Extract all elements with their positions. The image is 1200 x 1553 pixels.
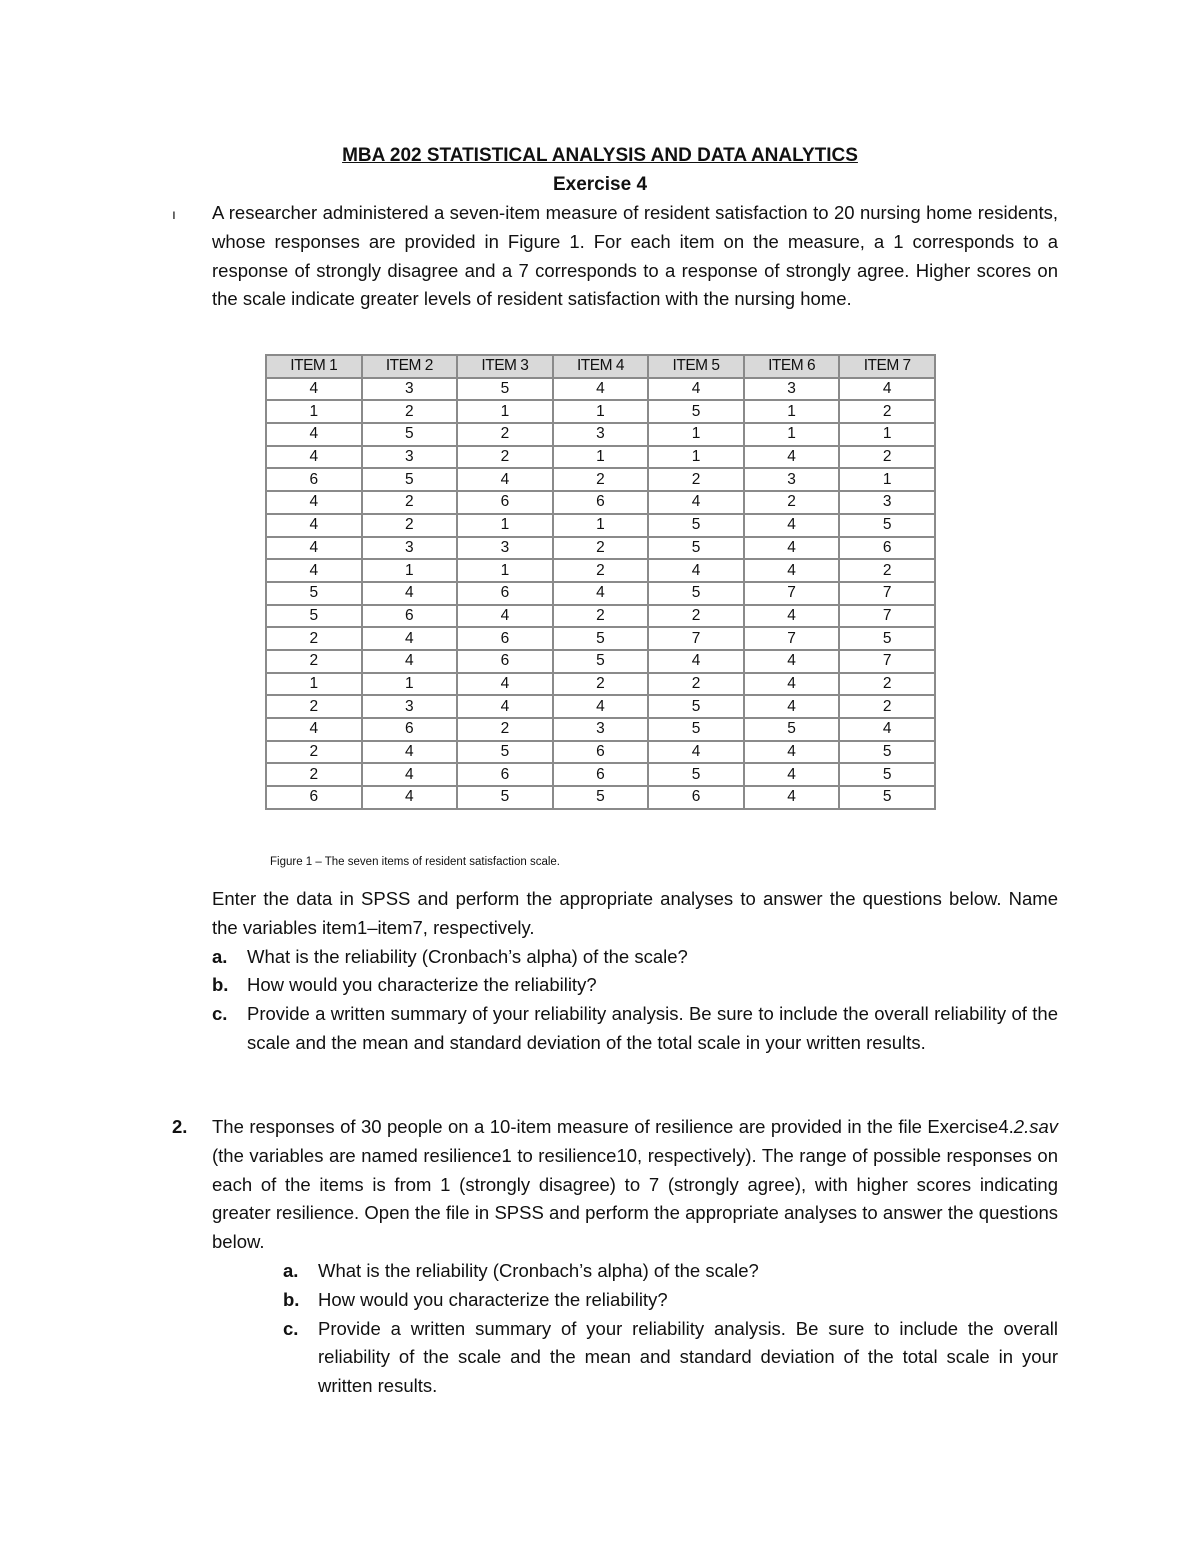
column-header: ITEM 3 xyxy=(457,355,553,378)
table-row xyxy=(266,718,935,741)
table-cell: 4 xyxy=(362,786,458,809)
table-row xyxy=(266,650,935,673)
table-cell: 4 xyxy=(839,378,935,401)
table-cell: 6 xyxy=(457,650,553,673)
subquestion-c xyxy=(283,1315,1058,1401)
table-cell: 2 xyxy=(553,537,649,560)
table-cell: 3 xyxy=(744,468,840,491)
table-cell: 2 xyxy=(266,650,362,673)
table-cell: 4 xyxy=(744,650,840,673)
table-row xyxy=(266,423,935,446)
table-cell: 5 xyxy=(553,786,649,809)
column-header: ITEM 4 xyxy=(553,355,649,378)
table-cell: 4 xyxy=(553,582,649,605)
table-cell: 2 xyxy=(553,673,649,696)
subquestion-text: What is the reliability (Cronbach’s alpha) of the scale? xyxy=(247,945,688,967)
column-header: ITEM 7 xyxy=(839,355,935,378)
table-cell: 4 xyxy=(744,537,840,560)
column-header: ITEM 5 xyxy=(648,355,744,378)
table-cell: 4 xyxy=(457,673,553,696)
table-cell: 5 xyxy=(648,400,744,423)
resident-satisfaction-table xyxy=(265,354,936,810)
table-cell: 2 xyxy=(457,446,553,469)
table-cell: 4 xyxy=(457,468,553,491)
table-cell: 6 xyxy=(648,786,744,809)
table-row xyxy=(266,673,935,696)
subquestion-b xyxy=(283,1286,1058,1315)
subquestion-label: b. xyxy=(283,1288,300,1310)
question-2-text-start: The responses of 30 people on a 10-item measure of resilience are provided in the file Exercise4. xyxy=(212,1116,1014,1137)
table-cell: 4 xyxy=(648,491,744,514)
table-cell: 1 xyxy=(553,400,649,423)
table-body xyxy=(266,378,935,809)
table-cell: 7 xyxy=(744,582,840,605)
table-cell: 6 xyxy=(553,491,649,514)
table-cell: 6 xyxy=(457,491,553,514)
table-cell: 4 xyxy=(457,695,553,718)
table-cell: 5 xyxy=(648,718,744,741)
table-cell: 4 xyxy=(362,763,458,786)
table-cell: 1 xyxy=(266,673,362,696)
table-cell: 5 xyxy=(648,514,744,537)
table-row xyxy=(266,582,935,605)
table-cell: 1 xyxy=(457,514,553,537)
table-cell: 1 xyxy=(839,423,935,446)
subquestion-label: c. xyxy=(283,1317,299,1339)
table-cell: 1 xyxy=(266,400,362,423)
table-cell: 6 xyxy=(457,582,553,605)
table-cell: 1 xyxy=(648,446,744,469)
table-cell: 3 xyxy=(553,423,649,446)
table-row xyxy=(266,378,935,401)
table-row xyxy=(266,514,935,537)
table-cell: 7 xyxy=(839,650,935,673)
table-cell: 4 xyxy=(648,559,744,582)
table-cell: 4 xyxy=(744,695,840,718)
table-cell: 2 xyxy=(553,468,649,491)
table-cell: 3 xyxy=(553,718,649,741)
subquestion-text: Provide a written summary of your reliability analysis. Be sure to include the overall reliability of the scale and the mean and standard deviation of the total scale in your written results. xyxy=(247,1003,1058,1053)
table-cell: 4 xyxy=(266,491,362,514)
table-cell: 7 xyxy=(648,627,744,650)
exercise-subtitle: Exercise 4 xyxy=(552,174,648,195)
table-cell: 4 xyxy=(744,741,840,764)
table-cell: 1 xyxy=(362,559,458,582)
table-cell: 5 xyxy=(362,468,458,491)
table-cell: 5 xyxy=(839,627,935,650)
column-header: ITEM 2 xyxy=(362,355,458,378)
question-2-text-end: (the variables are named resilience1 to resilience10, respectively). The range of possible responses on each of the items is from 1 (strongly disagree) to 7 (strongly agree), with higher scores indicating greater resilience. Open the file in SPSS and perform the appropriate analyses to answer the questions below. xyxy=(212,1144,1058,1253)
subquestion-c xyxy=(212,1000,1058,1058)
subquestion-b xyxy=(212,971,1058,1000)
table-cell: 3 xyxy=(362,695,458,718)
table-cell: 4 xyxy=(744,763,840,786)
table-cell: 1 xyxy=(457,400,553,423)
table-cell: 4 xyxy=(553,695,649,718)
table-row xyxy=(266,446,935,469)
subquestion-text: How would you characterize the reliability? xyxy=(247,974,597,996)
table-cell: 6 xyxy=(553,741,649,764)
table-cell: 4 xyxy=(553,378,649,401)
table-cell: 2 xyxy=(839,695,935,718)
table-row xyxy=(266,400,935,423)
table-cell: 7 xyxy=(839,605,935,628)
table-cell: 3 xyxy=(457,537,553,560)
table-cell: 1 xyxy=(839,468,935,491)
table-cell: 3 xyxy=(362,378,458,401)
table-cell: 5 xyxy=(648,582,744,605)
column-header: ITEM 6 xyxy=(744,355,840,378)
table-cell: 5 xyxy=(648,537,744,560)
table-cell: 4 xyxy=(362,741,458,764)
table-row xyxy=(266,786,935,809)
table-cell: 2 xyxy=(457,718,553,741)
question-2-file-ext: 2.sav xyxy=(1013,1116,1058,1137)
table-cell: 2 xyxy=(744,491,840,514)
table-cell: 2 xyxy=(648,673,744,696)
table-cell: 5 xyxy=(362,423,458,446)
table-cell: 2 xyxy=(839,673,935,696)
subquestion-a xyxy=(212,943,1058,972)
table-cell: 4 xyxy=(266,537,362,560)
table-cell: 1 xyxy=(648,423,744,446)
document-title: MBA 202 STATISTICAL ANALYSIS AND DATA ANALYTICS xyxy=(342,145,858,166)
table-cell: 5 xyxy=(648,695,744,718)
question-1-tasks xyxy=(212,885,1058,1058)
table-cell: 3 xyxy=(362,537,458,560)
table-cell: 4 xyxy=(744,786,840,809)
subquestion-label: a. xyxy=(283,1259,299,1281)
table-cell: 6 xyxy=(362,718,458,741)
subquestion-text: Provide a written summary of your reliability analysis. Be sure to include the overall reliability of the scale and the mean and standard deviation of the total scale in your written results. xyxy=(318,1317,1058,1397)
table-row xyxy=(266,695,935,718)
table-cell: 7 xyxy=(744,627,840,650)
table-cell: 2 xyxy=(839,446,935,469)
table-cell: 2 xyxy=(553,559,649,582)
table-cell: 4 xyxy=(744,673,840,696)
figure-caption: Figure 1 – The seven items of resident satisfaction scale. xyxy=(270,856,560,868)
table-cell: 4 xyxy=(266,378,362,401)
question-1-number: ı xyxy=(172,206,176,222)
table-cell: 5 xyxy=(457,741,553,764)
table-cell: 2 xyxy=(266,763,362,786)
table-cell: 5 xyxy=(553,650,649,673)
table-cell: 1 xyxy=(744,423,840,446)
question-1-intro: A researcher administered a seven-item measure of resident satisfaction to 20 nursing home residents, whose responses are provided in Figure 1. For each item on the measure, a 1 corresponds to a response of strongly disagree and a 7 corresponds to a response of strongly agree. Higher scores on the scale indicate greater levels of resident satisfaction with the nursing home. xyxy=(212,202,1058,310)
table-cell: 2 xyxy=(648,468,744,491)
subquestion-text: What is the reliability (Cronbach’s alpha) of the scale? xyxy=(318,1259,759,1281)
table-row xyxy=(266,537,935,560)
table-cell: 2 xyxy=(266,695,362,718)
table-cell: 2 xyxy=(362,491,458,514)
table-row xyxy=(266,763,935,786)
table-cell: 1 xyxy=(553,446,649,469)
table-cell: 3 xyxy=(362,446,458,469)
table-row xyxy=(266,741,935,764)
table-cell: 4 xyxy=(362,627,458,650)
question-2-number: 2. xyxy=(172,1116,188,1137)
table-row xyxy=(266,627,935,650)
table-cell: 5 xyxy=(839,514,935,537)
table-cell: 4 xyxy=(266,423,362,446)
table-cell: 5 xyxy=(648,763,744,786)
table-cell: 4 xyxy=(648,650,744,673)
table-row xyxy=(266,559,935,582)
table-cell: 5 xyxy=(744,718,840,741)
table-cell: 2 xyxy=(266,627,362,650)
table-cell: 2 xyxy=(553,605,649,628)
table-cell: 5 xyxy=(457,786,553,809)
table-cell: 4 xyxy=(839,718,935,741)
table-cell: 2 xyxy=(839,400,935,423)
table-cell: 1 xyxy=(362,673,458,696)
table-cell: 5 xyxy=(266,582,362,605)
subquestion-text: How would you characterize the reliability? xyxy=(318,1288,668,1310)
table-cell: 4 xyxy=(457,605,553,628)
table-row xyxy=(266,468,935,491)
table-cell: 1 xyxy=(553,514,649,537)
table-cell: 2 xyxy=(457,423,553,446)
table-cell: 4 xyxy=(744,514,840,537)
question-2-text xyxy=(212,1113,1058,1257)
question-1-subquestions xyxy=(212,943,1058,1058)
table-cell: 5 xyxy=(839,763,935,786)
table-row xyxy=(266,491,935,514)
table-cell: 6 xyxy=(457,763,553,786)
subquestion-a xyxy=(283,1257,1058,1286)
table-cell: 5 xyxy=(839,786,935,809)
table-cell: 5 xyxy=(553,627,649,650)
table-cell: 4 xyxy=(266,446,362,469)
subquestion-label: a. xyxy=(212,945,228,967)
table-cell: 5 xyxy=(266,605,362,628)
table-cell: 5 xyxy=(839,741,935,764)
table-row xyxy=(266,605,935,628)
table-cell: 2 xyxy=(266,741,362,764)
table-cell: 3 xyxy=(839,491,935,514)
table-cell: 4 xyxy=(744,605,840,628)
table-cell: 5 xyxy=(457,378,553,401)
table-cell: 2 xyxy=(362,514,458,537)
table-cell: 6 xyxy=(457,627,553,650)
table-cell: 2 xyxy=(839,559,935,582)
table-header-row xyxy=(266,355,935,378)
table-cell: 4 xyxy=(266,559,362,582)
question-2-subquestions xyxy=(283,1257,1058,1401)
table-cell: 4 xyxy=(744,446,840,469)
table-cell: 7 xyxy=(839,582,935,605)
table-cell: 6 xyxy=(362,605,458,628)
table-cell: 2 xyxy=(648,605,744,628)
question-2 xyxy=(212,1113,1058,1401)
table-cell: 4 xyxy=(266,514,362,537)
table-cell: 6 xyxy=(266,786,362,809)
question-1-instructions: Enter the data in SPSS and perform the appropriate analyses to answer the questions below. Name the variables item1–item7, respectively. xyxy=(212,888,1058,938)
column-header: ITEM 1 xyxy=(266,355,362,378)
table-cell: 4 xyxy=(744,559,840,582)
table-cell: 6 xyxy=(553,763,649,786)
table-cell: 4 xyxy=(362,582,458,605)
table-cell: 4 xyxy=(648,378,744,401)
table-cell: 4 xyxy=(266,718,362,741)
table-cell: 4 xyxy=(362,650,458,673)
table-cell: 1 xyxy=(744,400,840,423)
table-cell: 2 xyxy=(362,400,458,423)
subquestion-label: b. xyxy=(212,974,229,996)
table-cell: 4 xyxy=(648,741,744,764)
table-cell: 1 xyxy=(457,559,553,582)
subquestion-label: c. xyxy=(212,1003,228,1025)
table-cell: 3 xyxy=(744,378,840,401)
table-cell: 6 xyxy=(839,537,935,560)
table-cell: 6 xyxy=(266,468,362,491)
